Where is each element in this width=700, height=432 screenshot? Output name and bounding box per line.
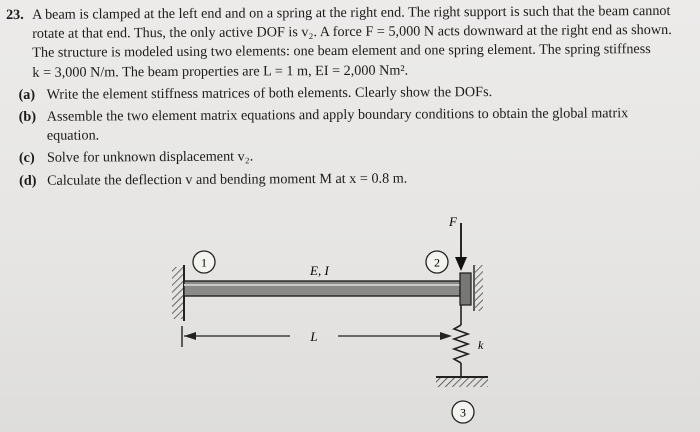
node-2-marker	[426, 251, 448, 273]
right-roller-support	[460, 265, 483, 311]
problem-text	[6, 2, 683, 191]
svg-text:1: 1	[201, 255, 207, 270]
problem-line-3: The structure is modeled using two elements: one beam element and one spring element. The spring stiffness	[32, 41, 651, 62]
spring-label: k	[478, 338, 484, 352]
beam-label: E, I	[310, 263, 329, 278]
spring	[454, 305, 468, 377]
force-label: F	[449, 214, 457, 229]
problem-number: 23.	[6, 6, 24, 23]
problem-line-4: k = 3,000 N/m. The beam properties are L = 1 m, EI = 2,000 Nm².	[32, 62, 409, 81]
svg-text:3: 3	[460, 405, 466, 420]
node-3-marker	[452, 401, 474, 423]
beam-diagram	[160, 205, 520, 432]
part-a: (a) Write the element stiffness matrices of both elements. Clearly show the DOFs.	[18, 83, 493, 103]
part-b: (b) Assemble the two element matrix equations and apply boundary conditions to obtain the global matrix	[18, 105, 629, 125]
length-label: L	[310, 329, 318, 344]
node-1-marker	[193, 251, 215, 273]
problem-line-1: 23. A beam is clamped at the left end and on a spring at the right end. The right support is such that the beam cannot	[6, 2, 682, 25]
beam	[184, 281, 460, 296]
part-d: (d) Calculate the deflection v and bending moment M at x = 0.8 m.	[19, 170, 408, 189]
part-c: (c) Solve for unknown displacement v₂.	[18, 148, 254, 167]
left-fixed-support	[172, 265, 184, 321]
svg-text:2: 2	[434, 255, 440, 270]
problem-line-2: rotate at that end. Thus, the only active DOF is v₂. A force F = 5,000 N acts downward at the right end as shown.	[32, 22, 672, 43]
ground-support	[436, 377, 488, 387]
part-b-continuation: equation.	[46, 127, 100, 144]
force-arrow	[455, 223, 467, 271]
